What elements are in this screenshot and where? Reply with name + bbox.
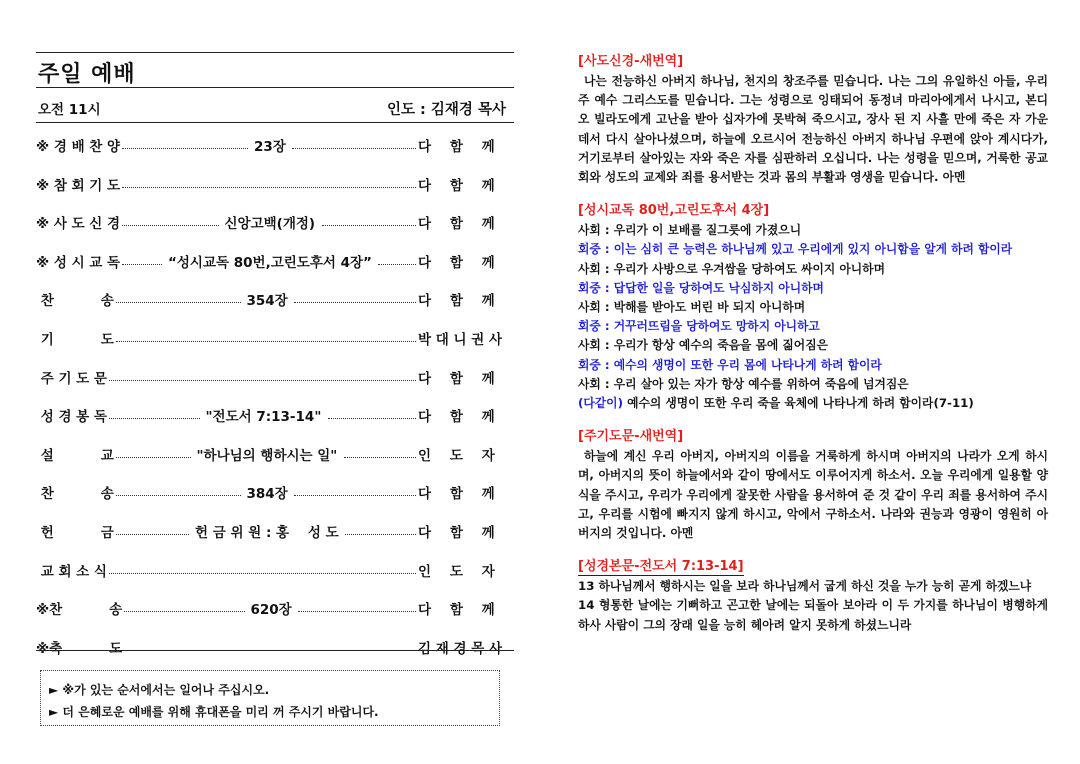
congregation-line [578, 240, 1048, 259]
scripture-verse-13: 13 하나님께서 행하시는 일을 보라 하나님께서 굽게 하신 것을 누가 능히 곧게 하겠느냐 [578, 579, 1032, 594]
order-item-label: 주 기 도 문 [36, 370, 107, 387]
order-item-responsible: 인 도 자 [418, 447, 495, 464]
order-item-responsible: 다 함 께 [418, 216, 495, 233]
service-meta [36, 88, 514, 122]
speaker-label: 사회 : [578, 261, 614, 276]
order-item-detail: “성시교독 80번,고린도후서 4장” [168, 254, 372, 271]
order-item-detail: 354장 [246, 293, 288, 310]
leader-dots [122, 135, 248, 149]
order-item [36, 277, 514, 316]
speaker-label: 사회 : [578, 376, 614, 391]
order-item-detail: 23장 [254, 139, 286, 155]
order-item-label: 성 경 봉 독 [36, 409, 107, 426]
speaker-label: 회중 : [578, 280, 614, 295]
congregation-line [578, 356, 1048, 375]
congregation-line [578, 317, 1048, 336]
order-item-responsible: 다 함 께 [418, 409, 495, 426]
leader-dots [124, 598, 245, 612]
reading-text: 이는 심히 큰 능력은 하나님께 있고 우리에게 있지 아니함을 알게 하려 함이라 [613, 242, 1013, 257]
order-item-label: 기 도 [36, 331, 114, 348]
responsive-all-text: 예수의 생명이 또한 우리 죽을 육체에 나타나게 하려 함이라(7-11) [622, 396, 974, 411]
leader-dots [124, 637, 416, 651]
scripture-heading [578, 557, 1048, 577]
speaker-label: 사회 : [578, 338, 614, 353]
leader-dots [109, 405, 200, 419]
responsive-reading [578, 221, 1048, 394]
congregation-line [578, 279, 1048, 298]
order-bottom-rule [36, 650, 514, 651]
responsive-all-label: (다같이) [578, 396, 623, 411]
order-item-responsible: 인 도 자 [418, 563, 495, 580]
order-item [36, 316, 514, 355]
order-item [36, 509, 514, 548]
speaker-label: 회중 : [578, 242, 614, 257]
leader-dots [122, 251, 162, 265]
order-item [36, 200, 514, 239]
order-item-label: ※찬 송 [36, 602, 123, 619]
speaker-label: 회중 : [578, 319, 614, 334]
order-item-label: ※ 경 배 찬 양 [36, 139, 121, 155]
order-item [36, 470, 514, 509]
service-time: 오전 11시 [38, 102, 101, 118]
speaker-label: 사회 : [578, 300, 614, 315]
leader-dots [298, 598, 417, 612]
order-item [36, 239, 514, 278]
reading-text: 박해를 받아도 버린 바 되지 아니하며 [613, 300, 806, 315]
leader-line [578, 336, 1048, 355]
order-item [36, 355, 514, 394]
leader-dots [294, 289, 417, 303]
creed-text: 나는 전능하신 아버지 하나님, 천지의 창조주를 믿습니다. 나는 그의 유일하신 아들, 우리 주 예수 그리스도를 믿습니다. 그는 성령으로 잉태되어 동정녀 마리아에게서 나시고, 본디오 빌라도에게 고난을 받아 십자가에 못박혀 죽으시고, 장사 된 지 사흘 만에 죽은 자 가운데서 다시 살아나셨으며, 하늘에 오르시어 전능하신 아버지 하나님 우편에 앉아 계시다가, 거기로부터 살아있는 자와 죽은 자를 심판하러 오십니다. 나는 성령을 믿으며, 거룩한 공교회와 성도의 교제와 죄를 용서받는 것과 몸의 부활과 영생을 믿습니다. 아멘 [578, 74, 1048, 185]
responsive-all-line [578, 394, 1048, 413]
leader-dots [378, 251, 416, 265]
leader-dots [109, 560, 416, 574]
reading-text: 우리가 사방으로 우겨쌈을 당하여도 싸이지 아니하며 [613, 261, 885, 276]
leader-line [578, 221, 1048, 240]
notice-box [40, 670, 500, 726]
reading-text: 답답한 일을 당하여도 낙심하지 아니하며 [613, 280, 824, 295]
order-item [36, 586, 514, 625]
leader-dots [116, 521, 189, 535]
order-item [36, 393, 514, 432]
leader-dots [328, 405, 417, 419]
liturgy-texts [578, 52, 1048, 635]
speaker-label: 사회 : [578, 223, 614, 238]
order-item-responsible: 다 함 께 [418, 293, 495, 310]
scripture-heading-text: [성경본문-전도서 7:13-14] [578, 559, 744, 575]
order-item [36, 625, 514, 664]
order-item-responsible: 다 함 께 [418, 139, 495, 155]
leader-dots [116, 482, 241, 496]
order-item-label: 설 교 [36, 447, 114, 464]
order-item-label: ※ 성 시 교 독 [36, 254, 121, 271]
leader-dots [122, 212, 219, 226]
leader-line [578, 375, 1048, 394]
leader-dots [116, 444, 191, 458]
order-item-responsible: 다 함 께 [418, 370, 495, 387]
title-bar [36, 52, 514, 88]
reading-text: 예수의 생명이 또한 우리 몸에 나타나게 하려 함이라 [613, 357, 882, 372]
leader-dots [344, 444, 417, 458]
order-item-responsible: 다 함 께 [418, 524, 495, 541]
leader-dots [116, 328, 416, 342]
prayer-text: 하늘에 계신 우리 아버지, 아버지의 이름을 거룩하게 하시며 아버지의 나라가 오게 하시며, 아버지의 뜻이 하늘에서와 같이 땅에서도 이루어지게 하소서. 오늘 우리에게 일용할 양식을 주시고, 우리가 우리에게 잘못한 사람을 용서하여 준 것 같이 우리 죄를 용서하여 주시고, 우리를 시험에 빠지지 않게 하시고, 악에서 구하소서. 나라와 권능과 영광이 영원히 아버지의 것입니다. 아멘 [578, 449, 1048, 541]
order-item-responsible: 다 함 께 [418, 254, 495, 271]
service-leader: 인도 : 김재경 목사 [387, 102, 506, 118]
speaker-label: 회중 : [578, 357, 614, 372]
leader-line [578, 260, 1048, 279]
order-item [36, 123, 514, 162]
notice-standing: ► ※가 있는 순서에서는 일어나 주십시오. [49, 683, 270, 697]
order-item-detail: 헌 금 위 원 : 홍 성 도 [195, 524, 339, 541]
order-item [36, 162, 514, 201]
order-item-detail: 620장 [250, 602, 292, 619]
scripture-verse-14: 14 형통한 날에는 기뻐하고 곤고한 날에는 되돌아 보아라 이 두 가지를 하나님이 병행하게 하사 사람이 그의 장래 일을 능히 헤아려 알지 못하게 하셨느니라 [578, 598, 1048, 632]
reading-text: 우리 살아 있는 자가 항상 예수를 위하여 죽음에 넘겨짐은 [613, 376, 909, 391]
order-item-detail: 384장 [246, 486, 288, 503]
order-list [36, 122, 514, 663]
leader-dots [109, 367, 416, 381]
notice-phone: ► 더 은혜로운 예배를 위해 휴대폰을 미리 꺼 주시기 바랍니다. [49, 705, 379, 719]
leader-dots [116, 289, 241, 303]
order-item-label: ※ 참 회 기 도 [36, 177, 121, 194]
order-item-detail: "전도서 7:13-14" [205, 409, 322, 426]
leader-dots [122, 174, 416, 188]
leader-dots [345, 521, 416, 535]
order-item-responsible: 박 대 니 권 사 [418, 331, 503, 348]
order-item-responsible: 김 재 경 목 사 [418, 640, 503, 657]
leader-dots [292, 135, 416, 149]
order-item-detail: "하나님의 행하시는 일" [196, 447, 338, 464]
order-item-responsible: 다 함 께 [418, 177, 495, 194]
leader-dots [322, 212, 417, 226]
leader-line [578, 298, 1048, 317]
order-item-label: 헌 금 [36, 524, 114, 541]
prayer-heading: [주기도문-새번역] [578, 429, 684, 445]
reading-text: 거꾸러뜨림을 당하여도 망하지 아니하고 [613, 319, 820, 334]
reading-text: 우리가 이 보배를 질그릇에 가졌으니 [613, 223, 802, 238]
page-title: 주일 예배 [38, 62, 136, 87]
order-item-detail: 신앙고백(개정) [224, 216, 316, 233]
order-item-label: ※축 도 [36, 640, 123, 657]
order-item-responsible: 다 함 께 [418, 486, 495, 503]
order-item [36, 548, 514, 587]
order-item-responsible: 다 함 께 [418, 602, 495, 619]
leader-dots [294, 482, 417, 496]
order-item-label: 교 회 소 식 [36, 563, 107, 580]
order-item-label: 찬 송 [36, 486, 114, 503]
responsive-heading: [성시교독 80번,고린도후서 4장] [578, 203, 770, 219]
reading-text: 우리가 항상 예수의 죽음을 몸에 짊어짐은 [613, 338, 828, 353]
order-item-label: ※ 사 도 신 경 [36, 216, 121, 233]
order-of-worship [36, 52, 514, 663]
order-item [36, 432, 514, 471]
creed-heading: [사도신경-새번역] [578, 54, 684, 69]
order-item-label: 찬 송 [36, 293, 114, 310]
